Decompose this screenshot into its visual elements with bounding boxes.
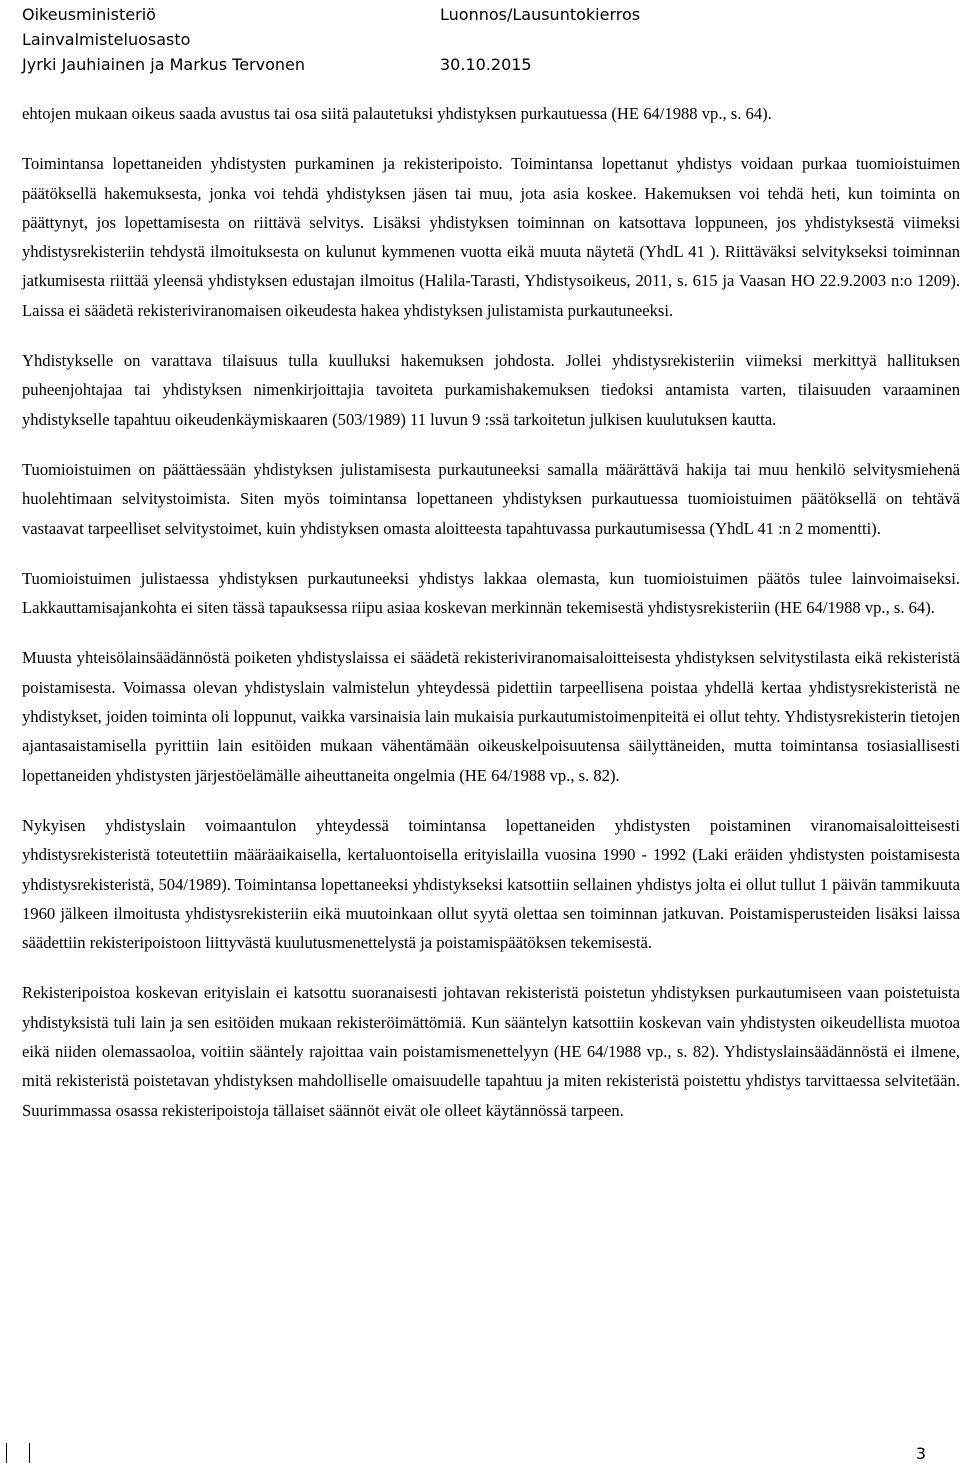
document-date: 30.10.2015 [440,55,532,74]
page-header [22,2,942,77]
header-row-1 [22,2,942,27]
paragraph-4: Tuomioistuimen on päättäessään yhdistyksen julistamisesta purkautuneeksi samalla määrättävä hakija tai muu henkilö selvitysmiehenä huolehtimaan selvitystoimista. Siten myös toimintansa lopettaneen yhdistyksen purkautuessa tuomioistuimen päätöksellä on tehtävä vastaavat tarpeelliset selvitystoimet, kuin yhdistyksen omasta aloitteesta tapahtuvassa purkautumisessa (YhdL 41 :n 2 momentti). [22,459,960,538]
ministry-name: Oikeusministeriö [22,5,156,24]
footer-bar-right [29,1443,30,1463]
header-row-3 [22,52,942,77]
paragraph-5: Tuomioistuimen julistaessa yhdistyksen purkautuneeksi yhdistys lakkaa olemasta, kun tuomioistuimen päätös tulee lainvoimaiseksi. Lakkauttamisajankohta ei siten tässä tapauksessa riipu asiaa koskevan merkinnän tekemisestä yhdistysrekisteriin (HE 64/1988 vp., s. 64). [22,568,960,618]
paragraph-8: Rekisteripoistoa koskevan erityislain ei katsottu suoranaisesti johtavan rekisteristä poistetun yhdistyksen purkautumiseen vaan poistetuista yhdistyksistä tuli lain ja sen esitöiden mukaan rekisteröimättömiä. Kun sääntelyn katsottiin koskevan vain yhdistysten oikeudellista muotoa eikä niiden olemassaoloa, voitiin sääntely rajoittaa vain poistamismenettelyyn (HE 64/1988 vp., s. 82). Yhdistyslainsäädännöstä ei ilmene, mitä rekisteristä poistetavan yhdistyksen mahdolliselle omaisuudelle tapahtuu ja miten rekisteristä poistettu yhdistys tarvittaessa selvitetään. Suurimmassa osassa rekisteripoistoja tällaiset säännöt eivät ole olleet käytännössä tarpeen. [22,983,960,1120]
footer-bar-left [6,1443,7,1463]
department-name: Lainvalmisteluosasto [22,30,191,49]
document-type: Luonnos/Lausuntokierros [440,5,641,24]
header-row-2 [22,27,942,52]
authors: Jyrki Jauhiainen ja Markus Tervonen [22,55,305,74]
paragraph-1: ehtojen mukaan oikeus saada avustus tai osa siitä palautetuksi yhdistyksen purkautuessa (HE 64/1988 vp., s. 64). [22,104,772,123]
paragraph-3: Yhdistykselle on varattava tilaisuus tulla kuulluksi hakemuksen johdosta. Jollei yhdistysrekisteriin viimeksi merkittyä hallituksen puheenjohtajaa tai yhdistyksen nimenkirjoittajia tavoiteta purkamishakemuksen tiedoksi antamista varten, tilaisuuden varaaminen yhdistykselle tapahtuu oikeudenkäymiskaaren (503/1989) 11 luvun 9 :ssä tarkoitetun julkisen kuulutuksen kautta. [22,351,960,429]
paragraph-2: Toimintansa lopettaneiden yhdistysten purkaminen ja rekisteripoisto. Toimintansa lopettanut yhdistys voidaan purkaa tuomioistuimen päätöksellä hakemuksesta, jonka voi tehdä yhdistyksen jäsen tai muu, jota asia koskee. Hakemuksen voi tehdä heti, kun toiminta on päättynyt, jos lopettamisesta on riittävä selvitys. Lisäksi yhdistyksen toiminnan on katsottava loppuneen, jos yhdistyksestä viimeksi yhdistysrekisteriin tehdystä ilmoituksesta on kulunut kymmenen vuotta eikä muuta näytetä (YhdL 41 ). Riittäväksi selvitykseksi toiminnan jatkumisesta riittää yleensä yhdistyksen edustajan ilmoitus (Halila-Tarasti, Yhdistysoikeus, 2011, s. 615 ja Vaasan HO 22.9.2003 n:o 1209). Laissa ei säädetä rekisteriviranomaisen oikeudesta hakea yhdistyksen julistamista purkautuneeksi. [22,154,960,320]
document-body [22,99,960,1146]
paragraph-6: Muusta yhteisölainsäädännöstä poiketen yhdistyslaissa ei säädetä rekisteriviranomaisaloitteisesta yhdistyksen selvitystilasta eikä rekisteristä poistamisesta. Voimassa olevan yhdistyslain valmistelun yhteydessä pidettiin tarpeellisena poistaa yhdellä kertaa yhdistysrekisteristä ne yhdistykset, joiden toiminta oli loppunut, vaikka varsinaisia lain mukaisia purkautumistoimenpiteitä ei ollut tehty. Yhdistysrekisterin tietojen ajantasaistamisella pyrittiin lain esitöiden mukaan vähentämään oikeuskelpoisuutensa säilyttäneiden, mutta toimintansa tosiasiallisesti lopettaneiden yhdistysten järjestöelämälle aiheuttaneita ongelmia (HE 64/1988 vp., s. 82). [22,648,960,785]
page-number: 3 [915,1444,926,1463]
paragraph-7: Nykyisen yhdistyslain voimaantulon yhteydessä toimintansa lopettaneiden yhdistysten poistaminen viranomaisaloitteisesti yhdistysrekisteristä toteutettiin määräaikaisella, kertaluontoisella erityislailla vuosina 1990 - 1992 (Laki eräiden yhdistysten poistamisesta yhdistysrekisteristä, 504/1989). Toimintansa lopettaneeksi yhdistykseksi katsottiin sellainen yhdistys jolta ei ollut tullut 1 päivän tammikuuta 1960 jälkeen ilmoitusta yhdistysrekisteriin eikä muutoinkaan ollut syytä olettaa sen toiminnan jatkuvan. Poistamisperusteiden lisäksi laissa säädettiin rekisteripoistoon liittyvästä kuulutusmenettelystä ja poistamispäätöksen tekemisestä. [22,815,960,953]
